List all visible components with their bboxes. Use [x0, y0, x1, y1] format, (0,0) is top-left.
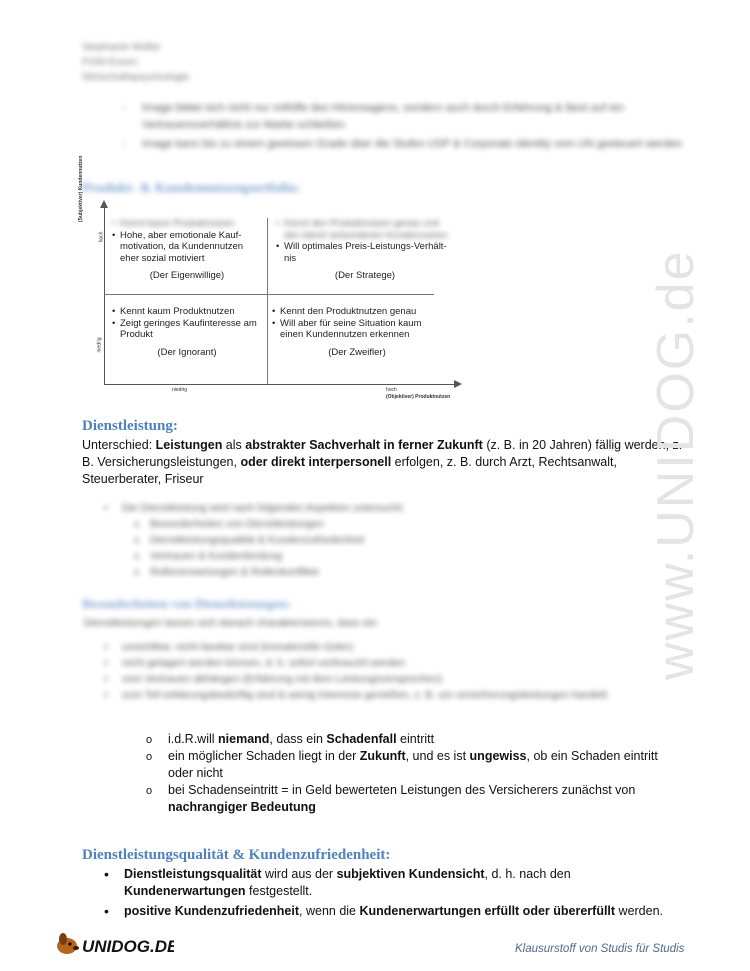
x-axis-line [104, 384, 458, 385]
quadrant-bottom-right [272, 306, 442, 358]
aspekte-intro: • Die Dienstleistung wird nach folgenden Aspekten untersucht: [100, 500, 660, 516]
y-axis-label: (Subjektiver) Kundennutzen [78, 155, 84, 222]
dienstleistung-paragraph [82, 437, 692, 488]
qualitaet-item: • Dienstleistungsqualität wird aus der subjektiven Kundensicht, d. h. nach den Kundenerwartungen festgestellt. [104, 866, 684, 900]
quadrant-item: • Kennt kaum Produktnutzen [112, 218, 262, 230]
portfolio-heading: Produkt- & Kundennutzenportfolio: [82, 181, 301, 196]
dog-icon [54, 930, 174, 958]
besonderheiten-item: • vom Vertrauen abhängen (Erfahrung mit dem Leistungsversprechen) [100, 671, 694, 687]
schaden-list [146, 731, 686, 816]
y-axis-line [104, 206, 105, 384]
quadrant-item: • Kennt den Produktnutzen genau und den damit verbundenen Kundennutzen [276, 218, 454, 241]
x-tick-low: niedrig [172, 387, 188, 393]
document-header [82, 40, 189, 85]
aspekte-section [100, 500, 660, 580]
quadrant-item: • Kennt den Produktnutzen genau [272, 306, 442, 318]
quadrant-item: • Hohe, aber emotionale Kauf-motivation, da Kundennutzen eher sozial motiviert [112, 230, 262, 265]
besonderheiten-item: • unsichtbar, nicht fassbar sind (immaterielle Güter) [100, 639, 694, 655]
aspekte-item: o Vertrauen & Kundenbindung [100, 548, 660, 564]
para-text: erfolgen, z. B. durch Arzt, Rechtsanwalt, Steuerberater, Friseur [82, 455, 617, 486]
dienstleistung-heading: Dienstleistung: [82, 418, 178, 434]
logo-text: UNIDOG.DE [82, 937, 174, 956]
quadrant-item: • Will aber für seine Situation kaum einen Kundennutzen erkennen [272, 318, 442, 341]
para-text: als [222, 438, 246, 452]
besonderheiten-item: • nicht gelagert werden können, d. h. sofort verbraucht werden [100, 655, 694, 671]
quadrant-item: • Will optimales Preis-Leistungs-Verhält-nis [276, 241, 454, 264]
x-tick-high: hoch [386, 387, 397, 393]
aspekte-item: o Rollenerwartungen & Rollenkonflikte [100, 564, 660, 580]
unidog-logo [54, 930, 174, 958]
qualitaet-heading: Dienstleistungsqualität & Kundenzufriedenheit: [82, 847, 391, 863]
quadrant-bottom-left [112, 306, 262, 358]
para-text: (z. B. in 20 Jahren) fällig werden, z. B. Versicherungsleistungen, [82, 438, 683, 469]
watermark: www.UNIDOG.de [647, 249, 705, 680]
qualitaet-item: • positive Kundenzufriedenheit, wenn die Kundenerwartungen erfüllt oder übererfüllt werden. [104, 903, 684, 920]
aspekte-item: o Dienstleistungsqualität & Kundenzufriedenheit [100, 532, 660, 548]
quadrant-label: (Der Eigenwillige) [149, 270, 225, 281]
quadrant-divider-vertical [267, 218, 268, 384]
intro-item: - Image bildet sich nicht nur mithilfe des Hörensagens, sondern auch durch Erfahrung & lässt auf ein Vertrauensverhältnis zur Marke schließen. [122, 100, 682, 134]
quadrant-item: • Zeigt geringes Kaufinteresse am Produkt [112, 318, 262, 341]
y-tick-low: niedrig [96, 337, 103, 353]
x-axis-arrow [454, 380, 462, 388]
quadrant-item: • Kennt kaum Produktnutzen [112, 306, 262, 318]
quadrant-divider-horizontal [104, 294, 434, 295]
quadrant-label: (Der Stratege) [334, 270, 396, 281]
intro-list [122, 100, 682, 155]
x-axis-label: (Objektiver) Produktnutzen [386, 394, 451, 400]
besonderheiten-intro: Dienstleistungen lassen sich danach charakterisieren, dass sie: [84, 617, 379, 629]
schaden-item: o ein möglicher Schaden liegt in der Zukunft, und es ist ungewiss, ob ein Schaden eintritt oder nicht [146, 748, 686, 782]
besonderheiten-item: • zum Teil erklärungsbedürftig sind & wenig Interesse genießen, z. B. um versicherungsleistungen handelt: [100, 687, 694, 703]
para-bold: abstrakter Sachverhalt in ferner Zukunft [245, 438, 483, 452]
quadrant-label: (Der Zweifler) [328, 346, 386, 358]
footer-slogan: Klausurstoff von Studis für Studis [515, 943, 685, 955]
para-bold: oder direkt interpersonell [240, 455, 392, 469]
quadrant-top-left [112, 218, 262, 282]
quadrant-label: (Der Ignorant) [157, 346, 217, 358]
author-name: Stephanie Müller [82, 41, 161, 53]
quadrant-top-right [276, 218, 454, 282]
y-tick-high: hoch [98, 231, 105, 243]
besonderheiten-section [84, 615, 694, 703]
besonderheiten-heading: Besonderheiten von Dienstleistungen: [82, 596, 291, 611]
para-bold: Leistungen [155, 438, 223, 452]
intro-item: - Image kann bis zu einem gewissen Grade über die Stufen USP & Corporate Identity vom UN gesteuert werden [122, 136, 682, 153]
schaden-item: o i.d.R.will niemand, dass ein Schadenfall eintritt [146, 731, 686, 748]
school-name: FOM Essen [82, 56, 138, 68]
schaden-item: o bei Schadenseintritt = in Geld bewerteten Leistungen des Versicherers zunächst von nachrangiger Bedeutung [146, 782, 686, 816]
aspekte-item: o Besonderheiten von Dienstleistungen [100, 516, 660, 532]
subject-name: Wirtschaftspsychologie [82, 71, 190, 83]
qualitaet-list [104, 866, 684, 923]
para-text: Unterschied: [82, 438, 156, 452]
